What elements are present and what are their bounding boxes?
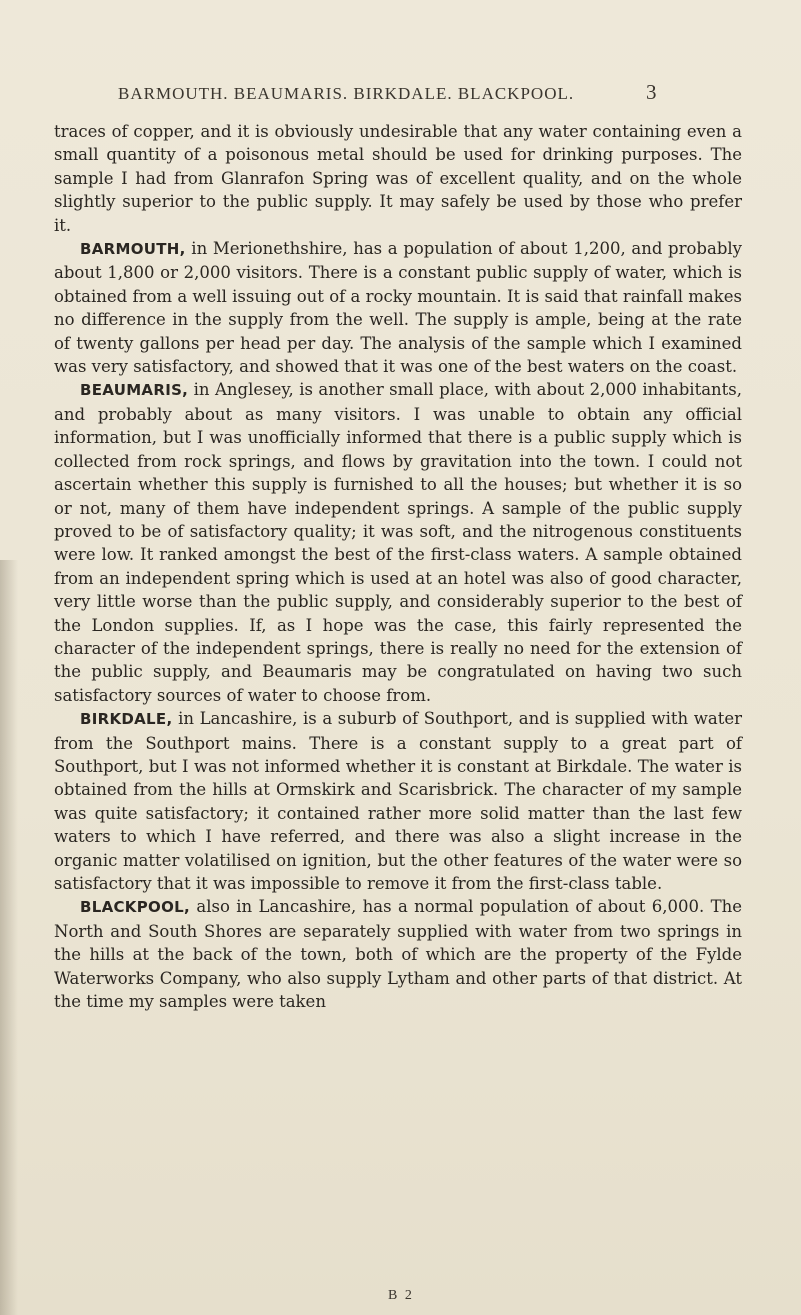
paragraph-blackpool [54,895,742,1013]
running-header: BARMOUTH. BEAUMARIS. BIRKDALE. BLACKPOOL. [118,84,575,103]
paragraph-birkdale [54,707,742,895]
heading-barmouth: BARMOUTH, [80,240,186,259]
paragraph-continuation: traces of copper, and it is obviously undesirable that any water containing even a small quantity of a poisonous metal should be used for drinking purposes. The sample I had from Glanrafon Spring was of excellent quality, and on the whole slightly superior to the public supply. It may safely be used by those who prefer it. [54,122,742,235]
text-barmouth: in Merionethshire, has a population of about 1,200, and probably about 1,800 or 2,000 visitors. There is a constant public supply of water, which is obtained from a well issuing out of a rocky mountain. It is said that rainfall makes no difference in the supply from the well. The supply is ample, being at the rate of twenty gallons per head per day. The analysis of the sample which I examined was very satisfactory, and showed that it was one of the best waters on the coast. [54,239,742,377]
page-number: 3 [646,80,657,104]
text-blackpool: also in Lancashire, has a normal population of about 6,000. The North and South Shores are separately supplied with water from two springs in the hills at the back of the town, both of which are the property of the Fylde Waterworks Company, who also supply Lytham and other parts of that district. At the time my samples were taken [54,897,742,1012]
signature-mark: B 2 [388,1288,414,1303]
paragraph-barmouth [54,237,742,378]
paragraph-beaumaris [54,378,742,707]
text-birkdale: in Lancashire, is a suburb of Southport, and is supplied with water from the Southport mains. There is a constant supply to a great part of Southport, but I was not informed whether it is constant at Birkdale. The water is obtained from the hills at Ormskirk and Scarisbrick. The character of my sample was quite satisfactory; it contained rather more solid matter than the last few waters to which I have referred, and there was also a slight increase in the organic matter volatilised on ignition, but the other features of the water were so satisfactory that it was impossible to remove it from the first-class table. [54,709,742,893]
text-beaumaris: in Anglesey, is another small place, with about 2,000 inhabitants, and probably about as many visitors. I was unable to obtain any official information, but I was unofficially informed that there is a public supply which is collected from rock springs, and flows by gravitation into the town. I could not ascertain whether this supply is furnished to all the houses; but whether it is so or not, many of them have independent springs. A sample of the public supply proved to be of satisfactory quality; it was soft, and the nitrogenous constituents were low. It ranked amongst the best of the first-class waters. A sample obtained from an independent spring which is used at an hotel was also of good character, very little worse than the public supply, and considerably superior to the best of the London supplies. If, as I hope was the case, this fairly represented the character of the independent springs, there is really no need for the extension of the public supply, and Beaumaris may be congratulated on having two such satisfactory sources of water to choose from. [54,380,742,705]
body-text [54,120,742,1013]
heading-birkdale: BIRKDALE, [80,710,173,729]
heading-beaumaris: BEAUMARIS, [80,381,189,400]
page-edge-shadow [0,560,18,1315]
heading-blackpool: BLACKPOOL, [80,898,190,917]
